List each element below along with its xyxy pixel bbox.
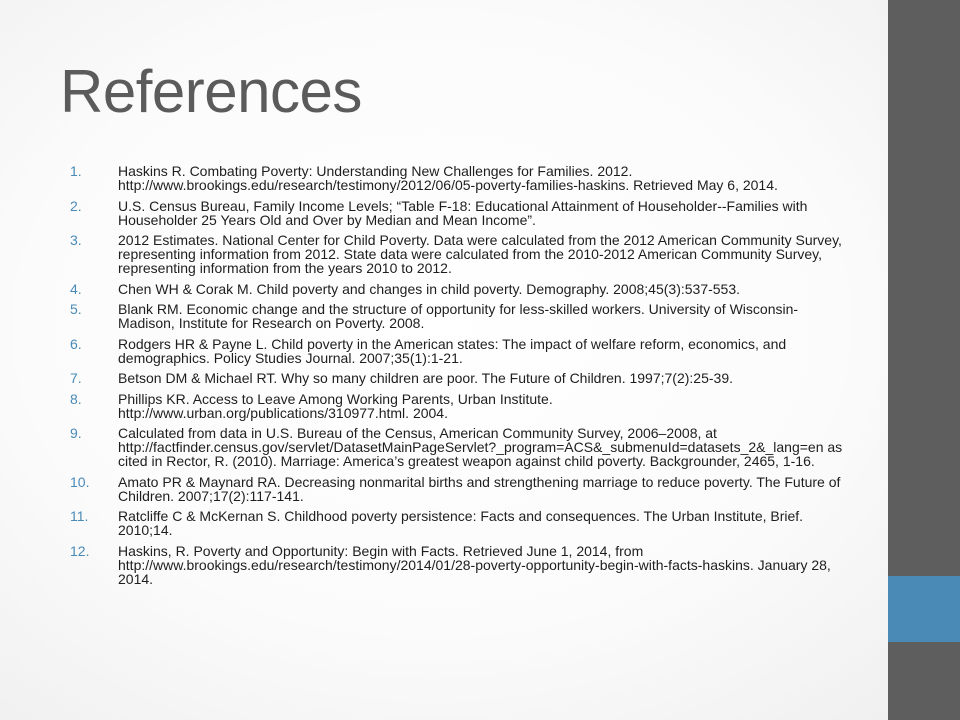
- reference-text: Ratcliffe C & McKernan S. Childhood poverty persistence: Facts and consequences. The Urban Institute, Brief. 2010;14.: [118, 508, 804, 538]
- reference-number: 1.: [70, 163, 82, 179]
- reference-item: [70, 199, 845, 227]
- reference-text: Phillips KR. Access to Leave Among Working Parents, Urban Institute. http://www.urban.org/publications/310977.html. 2004.: [118, 390, 553, 421]
- reference-item: [70, 233, 845, 275]
- reference-item: [70, 371, 845, 385]
- reference-list: [70, 164, 845, 592]
- reference-item: [70, 164, 845, 192]
- reference-text: Haskins R. Combating Poverty: Understanding New Challenges for Families. 2012. http://www.brookings.edu/research/testimony/2012/06/05-poverty-families-haskins. Retrieved May 6, 2014.: [118, 163, 778, 193]
- reference-text: Calculated from data in U.S. Bureau of the Census, American Community Survey, 2006–2008, at http://factfinder.census.gov/servlet/DatasetMainPageServlet?_program=ACS&_submenuId=datasets_2&_lang=en as cited in Rector, R. (2010). Marriage: America’s greatest weapon against child poverty. Backgrounder, 2465, 1-16.: [118, 425, 843, 469]
- reference-number: 5.: [70, 301, 82, 317]
- reference-item: [70, 509, 845, 537]
- slide-title: References: [60, 58, 362, 125]
- reference-number: 11.: [70, 508, 89, 524]
- reference-text: 2012 Estimates. National Center for Child Poverty. Data were calculated from the 2012 American Community Survey, representing information from 2012. State data were calculated from the 2010-2012 American Community Survey, representing information from the years 2010 to 2012.: [118, 232, 842, 276]
- reference-text: Blank RM. Economic change and the structure of opportunity for less-skilled workers. University of Wisconsin-Madison, Institute for Research on Poverty. 2008.: [118, 301, 799, 331]
- reference-number: 4.: [70, 280, 82, 297]
- side-accent-block: [888, 576, 960, 642]
- reference-text: U.S. Census Bureau, Family Income Levels; “Table F-18: Educational Attainment of Householder--Families with Householder 25 Years Old and Over by Median and Mean Income”.: [118, 197, 808, 228]
- reference-number: 8.: [70, 390, 82, 407]
- reference-number: 10.: [70, 473, 90, 490]
- reference-item: [70, 337, 845, 365]
- reference-item: [70, 475, 845, 503]
- reference-item: [70, 302, 845, 330]
- reference-number: 3.: [70, 232, 82, 248]
- reference-item: [70, 426, 845, 468]
- reference-text: Haskins, R. Poverty and Opportunity: Begin with Facts. Retrieved June 1, 2014, from http://www.brookings.edu/research/testimony/2014/01/28-poverty-opportunity-begin-with-facts-haskins. January 28, 2014.: [118, 542, 831, 587]
- reference-number: 6.: [70, 335, 82, 352]
- reference-number: 7.: [70, 370, 82, 386]
- reference-item: [70, 544, 845, 586]
- reference-number: 2.: [70, 197, 82, 214]
- reference-item: [70, 392, 845, 420]
- reference-item: [70, 282, 845, 296]
- reference-text: Betson DM & Michael RT. Why so many children are poor. The Future of Children. 1997;7(2):25-39.: [118, 370, 734, 386]
- reference-text: Amato PR & Maynard RA. Decreasing nonmarital births and strengthening marriage to reduce poverty. The Future of Children. 2007;17(2):117-141.: [118, 473, 841, 504]
- reference-text: Rodgers HR & Payne L. Child poverty in the American states: The impact of welfare reform, economics, and demographics. Policy Studies Journal. 2007;35(1):1-21.: [118, 335, 787, 366]
- reference-text: Chen WH & Corak M. Child poverty and changes in child poverty. Demography. 2008;45(3):537-553.: [118, 280, 741, 297]
- reference-number: 12.: [70, 542, 90, 559]
- reference-number: 9.: [70, 425, 82, 441]
